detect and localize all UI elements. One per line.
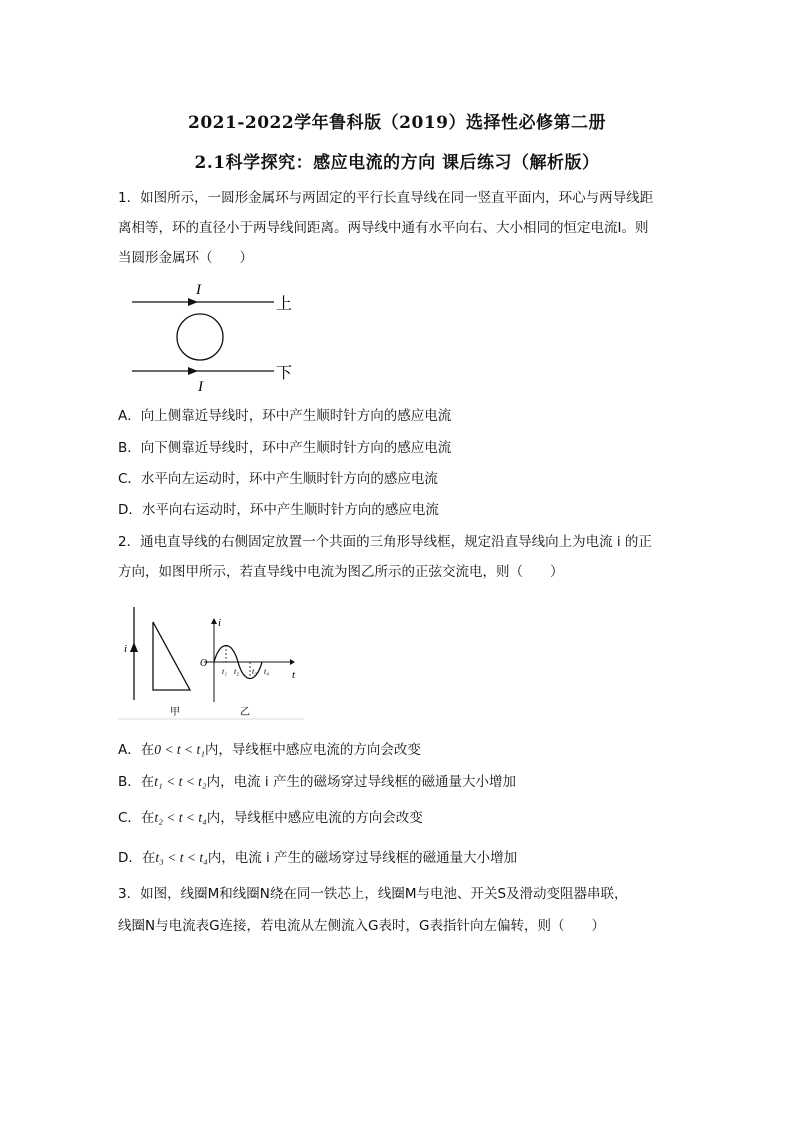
axis-t-label: t [292, 669, 296, 681]
bottom-arrow-icon [188, 367, 198, 375]
axis-i-label: i [218, 617, 222, 629]
q1-option-c: C．水平向左运动时，环中产生顺时针方向的感应电流 [118, 471, 438, 487]
q2-c-expr: t₂ < t < t₄ [154, 810, 207, 825]
caption-yi: 乙 [240, 707, 250, 718]
bottom-current-label: I [198, 379, 203, 395]
q3-stem-line2: 线圈N与电流表G连接，若电流从左侧流入G表时，G表指针向左偏转，则（ ） [118, 918, 605, 934]
label-up: 上 [276, 294, 293, 313]
top-arrow-icon [188, 298, 198, 306]
q2-stem-line1: 2．通电直导线的右侧固定放置一个共面的三角形导线框，规定沿直导线向上为电流 i 的正 [118, 534, 652, 550]
document-subtitle: 2.1科学探究：感应电流的方向 课后练习（解析版） [194, 153, 600, 173]
q1-figure [124, 278, 314, 396]
q1-option-a: A．向上侧靠近导线时，环中产生顺时针方向的感应电流 [118, 408, 452, 424]
wire-up-arrow-icon [130, 642, 138, 652]
q2-option-b: B．在t₁ < t < t₂内，电流 i 产生的磁场穿过导线框的磁通量大小增加 [118, 774, 516, 790]
t1-label: t₁ [222, 667, 228, 676]
caption-jia: 甲 [170, 707, 180, 718]
q1-stem-line1: 1．如图所示，一圆形金属环与两固定的平行长直导线在同一竖直平面内，环心与两导线距 [118, 190, 654, 206]
q2-d-expr: t₃ < t < t₄ [155, 850, 208, 865]
metal-ring [177, 314, 223, 360]
t2-label: t₂ [234, 667, 240, 676]
t-axis-arrow-icon [290, 659, 295, 665]
q2-stem-line2: 方向，如图甲所示，若直导线中电流为图乙所示的正弦交流电，则（ ） [118, 564, 564, 580]
q2-option-c: C．在t₂ < t < t₄内，导线框中感应电流的方向会改变 [118, 810, 423, 826]
top-current-label: I [196, 282, 201, 298]
q2-option-a: A．在0 < t < t₁内，导线框中感应电流的方向会改变 [118, 742, 421, 758]
q2-option-d: D．在t₃ < t < t₄内，电流 i 产生的磁场穿过导线框的磁通量大小增加 [118, 850, 518, 866]
t3-label: t₃ [252, 667, 258, 676]
origin-label: O [200, 658, 208, 669]
document-title: 2021-2022学年鲁科版（2019）选择性必修第二册 [188, 113, 606, 133]
q2-a-expr: 0 < t < t₁ [154, 742, 205, 757]
q1-stem-line2: 离相等，环的直径小于两导线间距离。两导线中通有水平向右、大小相同的恒定电流I。则 [118, 220, 649, 236]
q3-stem-line1: 3．如图，线圈M和线圈N绕在同一铁芯上，线圈M与电池、开关S及滑动变阻器串联， [118, 886, 628, 902]
triangle-frame [153, 622, 190, 690]
i-axis-arrow-icon [211, 618, 217, 624]
label-down: 下 [276, 363, 293, 382]
q1-stem-line3: 当圆形金属环（ ） [118, 250, 253, 266]
q1-option-b: B．向下侧靠近导线时，环中产生顺时针方向的感应电流 [118, 440, 452, 456]
q1-option-d: D．水平向右运动时，环中产生顺时针方向的感应电流 [118, 502, 439, 518]
wire-current-label: i [124, 643, 128, 655]
q2-figure [118, 602, 304, 720]
t4-label: t₄ [264, 667, 270, 676]
q2-b-expr: t₁ < t < t₂ [154, 774, 207, 789]
